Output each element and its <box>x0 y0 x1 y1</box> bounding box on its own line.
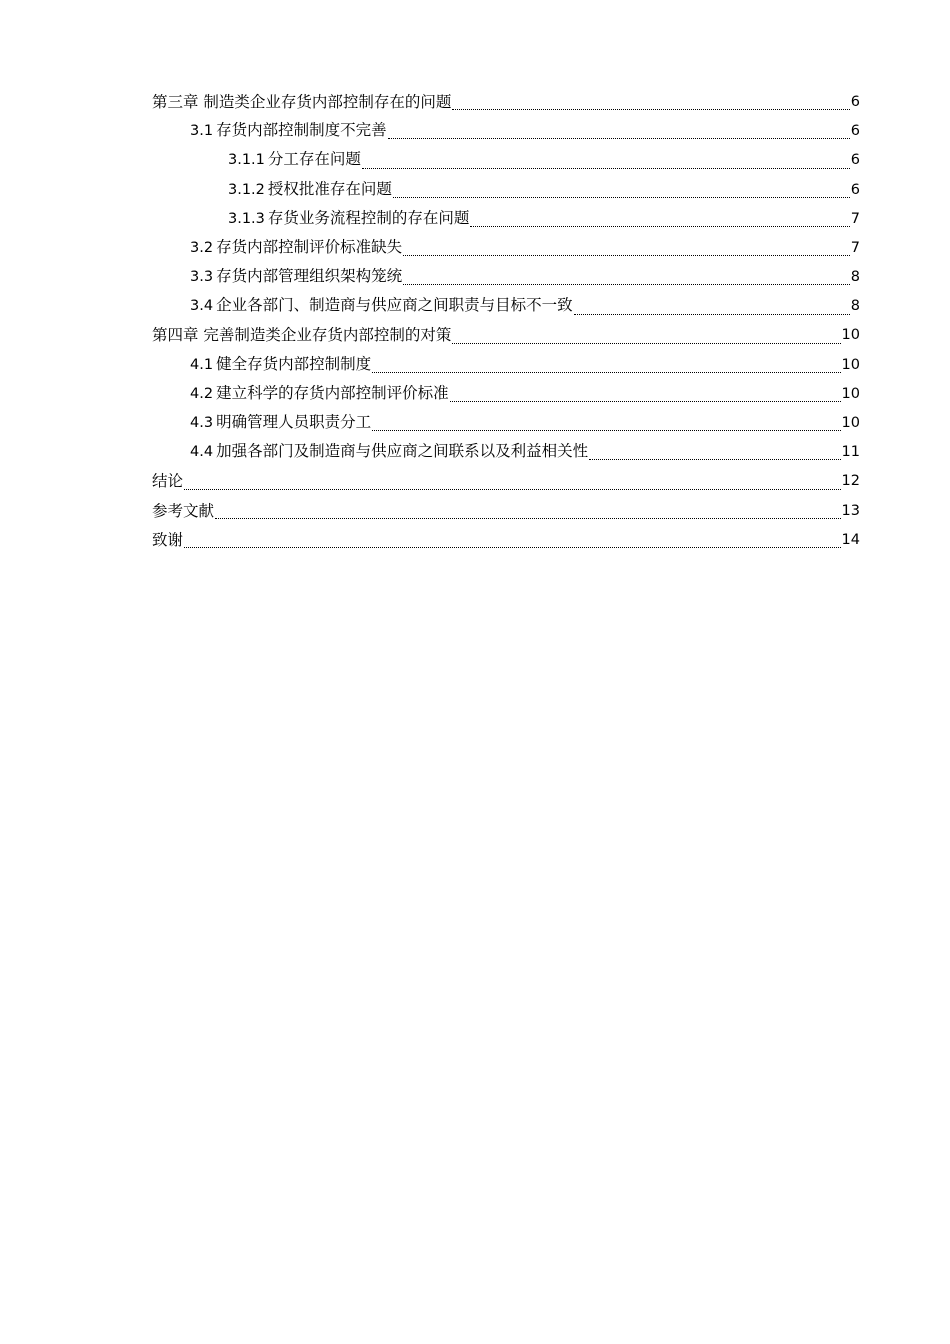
toc-entry-text: 建立科学的存货内部控制评价标准 <box>216 383 449 402</box>
toc-dot-leader <box>452 343 840 344</box>
toc-entry-title <box>190 379 449 409</box>
toc-dot-leader <box>372 372 840 373</box>
toc-entry-title <box>190 116 387 146</box>
toc-entry-title <box>190 262 402 292</box>
toc-page-number: 10 <box>841 356 860 373</box>
toc-page-number: 14 <box>841 531 860 548</box>
toc-section-number: 4.2 <box>190 385 214 402</box>
toc-entry-title <box>152 526 183 555</box>
toc-entry-3-1-1[interactable] <box>152 146 860 175</box>
toc-dot-leader <box>362 168 850 169</box>
toc-entry-conclusion[interactable] <box>152 467 860 496</box>
toc-entry-chapter-4[interactable] <box>152 322 860 351</box>
table-of-contents <box>152 88 860 555</box>
toc-entry-3-3[interactable] <box>152 263 860 292</box>
toc-entry-chapter-3[interactable] <box>152 88 860 117</box>
toc-section-number: 3.1.2 <box>228 181 265 198</box>
toc-entry-3-1-2[interactable] <box>152 176 860 205</box>
toc-page-number: 6 <box>850 181 860 198</box>
toc-dot-leader <box>184 547 841 548</box>
toc-page-number: 10 <box>841 415 860 432</box>
toc-dot-leader <box>470 226 849 227</box>
toc-entry-title <box>228 145 361 175</box>
toc-entry-title <box>152 467 183 496</box>
toc-entry-text: 存货业务流程控制的存在问题 <box>267 208 470 227</box>
toc-dot-leader <box>403 255 850 256</box>
toc-page-number: 6 <box>850 123 860 140</box>
toc-entry-title <box>190 350 371 380</box>
toc-entry-title <box>190 437 588 467</box>
toc-page-number: 6 <box>850 93 860 110</box>
toc-entry-text: 明确管理人员职责分工 <box>216 413 372 432</box>
toc-entry-3-2[interactable] <box>152 234 860 263</box>
toc-entry-text: 结论 <box>152 472 184 491</box>
toc-page-number: 12 <box>841 473 860 490</box>
toc-page-number: 8 <box>850 298 860 315</box>
toc-dot-leader <box>215 518 841 519</box>
toc-entry-text: 加强各部门及制造商与供应商之间联系以及利益相关性 <box>216 442 589 461</box>
toc-entry-title <box>152 497 214 526</box>
toc-entry-4-2[interactable] <box>152 380 860 409</box>
toc-page-number: 6 <box>850 152 860 169</box>
toc-dot-leader <box>452 109 849 110</box>
toc-entry-text: 第四章 完善制造类企业存货内部控制的对策 <box>152 326 452 345</box>
toc-entry-text: 致谢 <box>152 530 184 549</box>
toc-entry-3-1-3[interactable] <box>152 205 860 234</box>
toc-entry-4-3[interactable] <box>152 409 860 438</box>
toc-section-number: 3.1 <box>190 123 214 140</box>
toc-entry-references[interactable] <box>152 497 860 526</box>
toc-section-number: 3.1.1 <box>228 152 265 169</box>
toc-entry-title <box>190 408 371 438</box>
toc-section-number: 4.1 <box>190 356 214 373</box>
toc-section-number: 3.4 <box>190 298 214 315</box>
toc-entry-text: 健全存货内部控制制度 <box>216 354 372 373</box>
toc-entry-text: 存货内部控制制度不完善 <box>216 121 387 140</box>
toc-entry-title <box>228 204 469 234</box>
toc-entry-4-1[interactable] <box>152 351 860 380</box>
toc-entry-text: 参考文献 <box>152 501 215 520</box>
toc-page-number: 10 <box>841 385 860 402</box>
toc-dot-leader <box>574 314 850 315</box>
toc-dot-leader <box>388 138 850 139</box>
toc-section-number: 4.4 <box>190 444 214 461</box>
toc-section-number: 4.3 <box>190 415 214 432</box>
toc-entry-3-1[interactable] <box>152 117 860 146</box>
toc-page-number: 7 <box>850 210 860 227</box>
toc-entry-title <box>152 88 451 117</box>
toc-page-number: 7 <box>850 239 860 256</box>
toc-page-number: 10 <box>841 327 860 344</box>
toc-dot-leader <box>450 401 841 402</box>
toc-section-number: 3.3 <box>190 269 214 286</box>
toc-page-number: 11 <box>841 444 860 461</box>
toc-dot-leader <box>393 197 850 198</box>
toc-dot-leader <box>589 459 840 460</box>
toc-dot-leader <box>372 430 840 431</box>
toc-page-number: 8 <box>850 269 860 286</box>
toc-entry-title <box>190 233 402 263</box>
toc-entry-text: 第三章 制造类企业存货内部控制存在的问题 <box>152 92 452 111</box>
toc-entry-text: 分工存在问题 <box>267 150 361 169</box>
toc-entry-4-4[interactable] <box>152 438 860 467</box>
toc-section-number: 3.1.3 <box>228 210 265 227</box>
toc-section-number: 3.2 <box>190 239 214 256</box>
toc-entry-title <box>190 291 573 321</box>
toc-entry-text: 企业各部门、制造商与供应商之间职责与目标不一致 <box>216 296 573 315</box>
toc-entry-text: 存货内部控制评价标准缺失 <box>216 237 403 256</box>
toc-dot-leader <box>184 489 841 490</box>
toc-page-number: 13 <box>841 502 860 519</box>
toc-entry-acknowledgements[interactable] <box>152 526 860 555</box>
toc-entry-title <box>228 175 392 205</box>
toc-entry-3-4[interactable] <box>152 292 860 321</box>
toc-entry-title <box>152 321 451 350</box>
toc-entry-text: 存货内部管理组织架构笼统 <box>216 267 403 286</box>
toc-dot-leader <box>403 284 850 285</box>
toc-entry-text: 授权批准存在问题 <box>267 179 392 198</box>
